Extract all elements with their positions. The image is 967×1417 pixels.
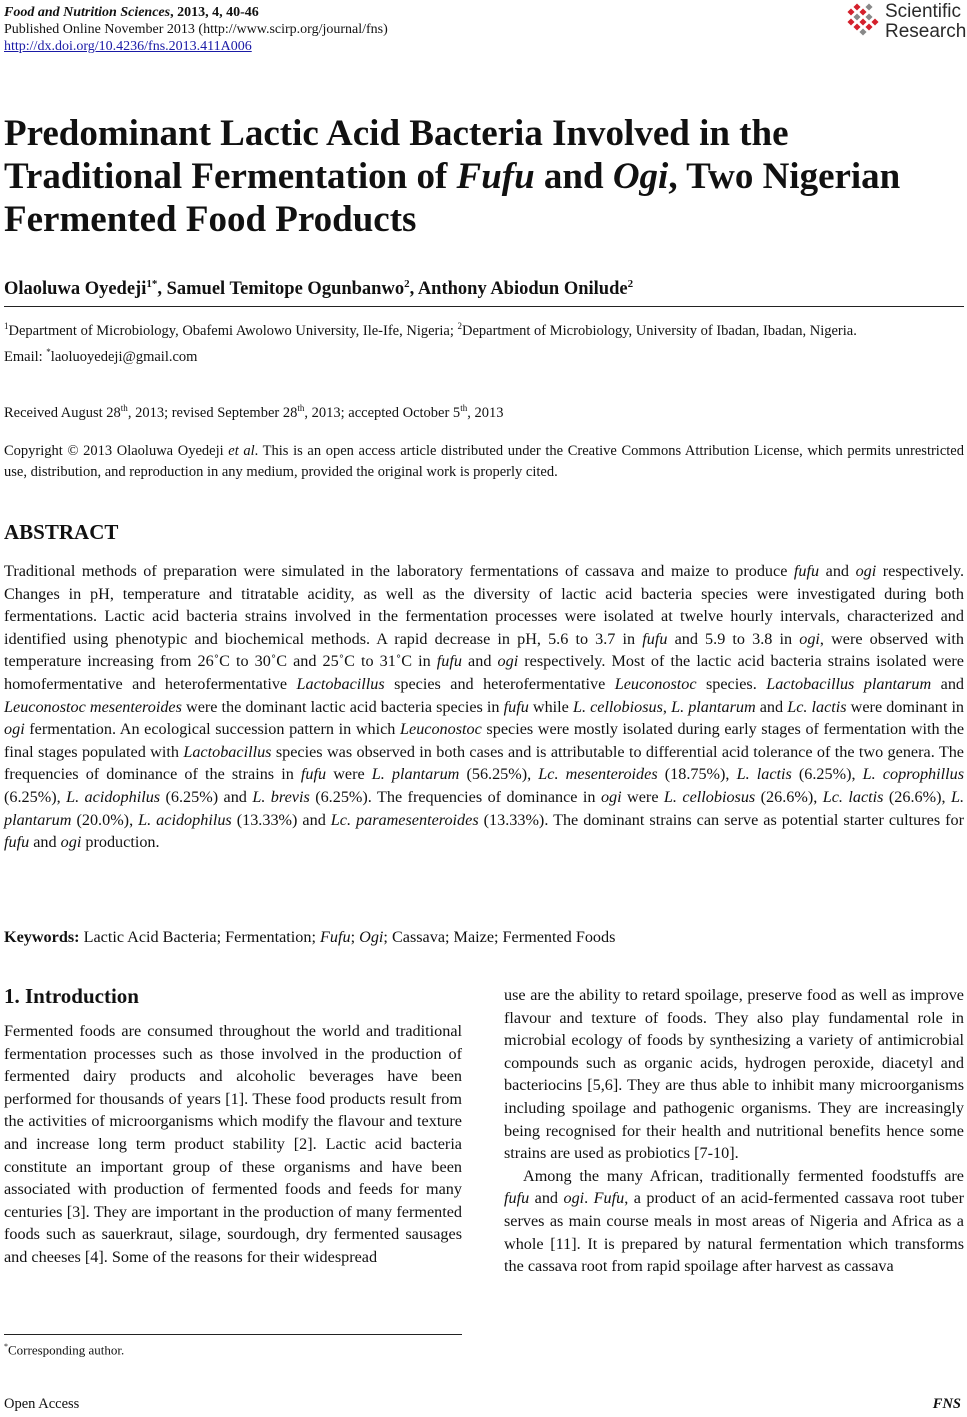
text-run: ogi xyxy=(497,652,519,671)
text-run: Leuconostoc xyxy=(400,720,482,739)
text-run: species was observed in both cases and is attributable to differential acid tolerance of the two genera. The frequencies of dominance of the strains in xyxy=(4,742,964,784)
text-run: species were mostly isolated during early stages of fermentation with the final stages populated with xyxy=(4,720,964,761)
text-run: were dominant in xyxy=(846,697,965,716)
text-run: fermentation. An ecological succession pattern in which xyxy=(24,720,400,739)
right-column-text xyxy=(504,984,964,1278)
aff-sup-1: 1 xyxy=(4,321,9,331)
text-run: and xyxy=(931,674,965,693)
text-run: L. acidophilus xyxy=(138,810,232,829)
text-run: L. plantarum xyxy=(671,697,756,716)
aff-sup-2: 2 xyxy=(457,321,462,331)
text-run: use are the ability to retard spoilage, preserve food as well as improve flavour and texture of foods. They also play fundamental role in microbial ecology of foods by synthesizing a variety of antimicrobial compounds such as organic acids, hydrogen peroxide, diacetyl and bacteriocins [5,6]. They are thus able to inhibit many microorganisms including spoilage and pathogenic organisms. They are increasingly being recognised for their health and nutritional benefits hence some strains are used as probiotics [7-10]. xyxy=(504,986,964,1163)
section-heading-introduction: 1. Introduction xyxy=(4,984,139,1008)
left-column-text xyxy=(4,1020,462,1269)
text-run: Lc. mesenteroides xyxy=(538,765,658,784)
logo-dot xyxy=(865,3,872,10)
text-run: (18.75%), xyxy=(657,765,737,784)
footer-journal-abbrev: FNS xyxy=(932,1396,961,1412)
text-run: L. acidophilus xyxy=(66,787,161,806)
text-run: (20.0%), xyxy=(71,810,139,829)
logo-icon xyxy=(845,2,883,42)
text-run: L. plantarum xyxy=(371,765,460,784)
copyright-post: . This is an open access article distributed under the Creative Commons Attribution License, which permits unrestricted use, distribution, and reproduction in any medium, provided the original work is properly cited. xyxy=(4,443,964,480)
text-run: production. xyxy=(81,833,160,852)
text-run: (26.6%), xyxy=(755,787,823,806)
email-label: Email: xyxy=(4,348,47,365)
logo-dot xyxy=(847,18,854,25)
text-run: and xyxy=(755,697,788,716)
text-run: Among the many African, traditionally fermented foodstuffs are xyxy=(523,1166,964,1185)
title-and: and xyxy=(534,156,613,197)
text-run: ogi xyxy=(563,1189,585,1208)
title-ogi: Ogi xyxy=(612,156,669,197)
logo-dot xyxy=(853,13,860,20)
footnote-divider xyxy=(4,1334,462,1335)
received-dates xyxy=(4,398,503,424)
accepted-sup: th xyxy=(460,403,468,413)
text-run: L. plantarum xyxy=(4,787,965,829)
author-3: , Anthony Abiodun Onilude xyxy=(409,279,628,300)
text-run: Lactic Acid Bacteria; Fermentation; xyxy=(79,928,321,946)
logo-dot xyxy=(859,28,866,35)
text-run: were the dominant lactic acid bacteria species in xyxy=(181,697,504,716)
author-divider xyxy=(4,306,964,307)
text-run: (6.25%). The frequencies of dominance in xyxy=(309,787,601,806)
title-fufu: Fufu xyxy=(456,156,535,197)
abstract-text xyxy=(4,560,964,854)
published-line: Published Online November 2013 (http://www.scirp.org/journal/fns) xyxy=(4,22,388,37)
keywords xyxy=(4,928,615,947)
text-run: while xyxy=(528,697,573,716)
author-1: Olaoluwa Oyedeji xyxy=(4,279,147,300)
text-run: were xyxy=(326,765,372,784)
author-2: , Samuel Temitope Ogunbanwo xyxy=(157,279,405,300)
text-run: fufu xyxy=(504,1189,530,1208)
text-run: Fufu xyxy=(320,928,351,946)
logo-line-2: Research xyxy=(885,21,967,42)
text-run: ogi xyxy=(60,833,82,852)
text-run: (56.25%), xyxy=(459,765,539,784)
text-run: , were observed with temperature increasing from 26˚C to 30˚C and 25˚C to 31˚C in xyxy=(4,629,964,671)
text-run: (6.25%), xyxy=(4,787,67,806)
logo-dot xyxy=(859,18,866,25)
accepted-text: , 2013; accepted October 5 xyxy=(304,404,461,421)
author-list xyxy=(4,278,633,300)
text-run: ; xyxy=(350,928,360,946)
text-run: fufu xyxy=(300,765,327,784)
text-run: Lc. paramesenteroides xyxy=(330,810,479,829)
doi-link[interactable]: http://dx.doi.org/10.4236/fns.2013.411A006 xyxy=(4,39,252,54)
footer-open-access: Open Access xyxy=(4,1396,80,1412)
text-run: species. xyxy=(696,674,767,693)
logo-dot xyxy=(853,23,860,30)
text-run: , xyxy=(662,697,672,716)
received-text: Received August 28 xyxy=(4,404,121,421)
text-run: respectively. Most of the lactic acid bacteria strains isolated were homofermentative and heterofermentative xyxy=(4,652,964,693)
text-run: fufu xyxy=(503,697,529,716)
logo-dot xyxy=(865,23,872,30)
copyright-notice xyxy=(4,441,964,483)
author-2-sup: 2 xyxy=(404,278,410,290)
author-3-sup: 2 xyxy=(627,278,634,290)
scientific-research-logo xyxy=(845,1,967,46)
revised-sup: th xyxy=(297,403,305,413)
text-run: , a product of an acid-fermented cassava root tuber serves as main course meals in most areas of Nigeria and Africa as a whole [11]. It is prepared by natural fermentation which transforms the cassava root from rapid spoilage after harvest as cassava xyxy=(504,1189,964,1276)
copyright-etal: et al xyxy=(228,443,255,459)
title-part-1: Predominant Lactic Acid Bacteria Involved in the Traditional Fermentation of xyxy=(4,113,789,197)
logo-dot xyxy=(865,13,872,20)
text-run: Keywords: xyxy=(4,928,80,946)
text-run: and xyxy=(461,652,498,671)
text-run: ogi xyxy=(799,629,820,648)
text-run: fufu xyxy=(4,833,30,852)
text-run: fufu xyxy=(436,652,462,671)
logo-line-1: Scientific xyxy=(885,1,962,22)
text-run: fufu xyxy=(793,562,820,580)
text-run: species and heterofermentative xyxy=(384,674,615,693)
logo-dot xyxy=(871,18,878,25)
text-run: and 5.9 to 3.8 in xyxy=(667,629,800,648)
footnote-sup: * xyxy=(4,1342,8,1351)
paragraph xyxy=(504,1165,964,1278)
text-run: Lactobacillus xyxy=(183,742,272,761)
text-run: . xyxy=(584,1189,594,1208)
received-sup: th xyxy=(120,403,128,413)
text-run: and xyxy=(29,833,61,852)
text-run: Ogi xyxy=(359,928,384,946)
year-text: , 2013 xyxy=(467,404,504,421)
text-run: (13.33%). The dominant strains can serve as potential starter cultures for xyxy=(478,810,964,829)
logo-dot xyxy=(847,8,854,15)
email-sup: * xyxy=(46,346,51,357)
author-1-sup: 1* xyxy=(146,278,158,290)
text-run: (6.25%) and xyxy=(160,787,253,806)
text-run: Lactobacillus xyxy=(296,674,385,693)
affiliations xyxy=(4,316,964,368)
logo-dot xyxy=(853,3,860,10)
logo-dot xyxy=(859,8,866,15)
text-run: ; Cassava; Maize; Fermented Foods xyxy=(383,928,616,946)
journal-header xyxy=(4,4,388,55)
text-run: (6.25%), xyxy=(791,765,863,784)
journal-issue: , 2013, 4, 40-46 xyxy=(170,5,259,20)
text-run: Lc. lactis xyxy=(822,787,884,806)
text-run: and xyxy=(529,1189,564,1208)
text-run: ogi xyxy=(855,562,877,580)
paragraph xyxy=(4,1020,462,1269)
text-run: Fufu xyxy=(593,1189,625,1208)
text-run: ogi xyxy=(4,720,25,739)
text-run: Fermented foods are consumed throughout the world and traditional fermentation processes such as those involved in the production of fermented dairy products and alcoholic beverages have been performed for thousands of years [1]. These food products result from the activities of microorganisms which modify the flavour and texture and increase long term product stability [2]. Lactic acid bacteria constitute an important group of these organisms and have been associated with production of fermented foods and feeds for many centuries [3]. They are important in the production of many fermented foods such as sauerkraut, silage, sourdough, dry fermented sausages and cheeses [4]. Some of the reasons for their widespread xyxy=(4,1022,462,1266)
text-run: Leuconostoc xyxy=(614,674,697,693)
text-run: L. lactis xyxy=(736,765,792,784)
text-run: Leuconostoc mesenteroides xyxy=(4,697,182,716)
revised-text: , 2013; revised September 28 xyxy=(127,404,298,421)
footnote xyxy=(4,1342,124,1358)
text-run: fufu xyxy=(642,629,668,648)
text-run: L. cellobiosus xyxy=(572,697,663,716)
text-run: L. cellobiosus xyxy=(663,787,756,806)
paragraph xyxy=(504,984,964,1165)
text-run: (13.33%) and xyxy=(231,810,331,829)
text-run: Traditional methods of preparation were simulated in the laboratory fermentations of cassava and maize to produce xyxy=(4,562,794,580)
aff-text-2: Department of Microbiology, University of Ibadan, Ibadan, Nigeria. xyxy=(461,322,857,339)
text-run: ogi xyxy=(600,787,622,806)
text-run: Lc. lactis xyxy=(787,697,847,716)
footnote-text: Corresponding author. xyxy=(8,1342,125,1358)
copyright-pre: Copyright © 2013 Olaoluwa Oyedeji xyxy=(4,443,229,459)
text-run: and xyxy=(819,562,856,580)
text-run: respectively. Changes in pH, temperature and titratable acidity, as well as the diversity of lactic acid bacteria species were investigated during both fermentations. Lactic acid bacteria strains involved in the fermentation processes were isolated at twelve hourly intervals, characterized and identified using phenotypic and biochemical methods. A rapid decrease in pH, 5.6 to 3.7 in xyxy=(4,562,964,648)
email-address[interactable]: laoluoyedeji@gmail.com xyxy=(50,348,198,365)
paper-title xyxy=(4,112,954,241)
abstract-heading: ABSTRACT xyxy=(4,520,119,544)
journal-name: Food and Nutrition Sciences xyxy=(4,5,171,20)
text-run: L. brevis xyxy=(252,787,310,806)
title-part-2: , Two Nigerian Fermented Food Products xyxy=(4,156,901,240)
text-run: Lactobacillus plantarum xyxy=(766,674,932,693)
text-run: (26.6%), xyxy=(883,787,951,806)
text-run: were xyxy=(621,787,664,806)
text-run: L. coprophillus xyxy=(862,765,965,784)
aff-text-1: Department of Microbiology, Obafemi Awolowo University, Ile-Ife, Nigeria; xyxy=(8,322,458,339)
